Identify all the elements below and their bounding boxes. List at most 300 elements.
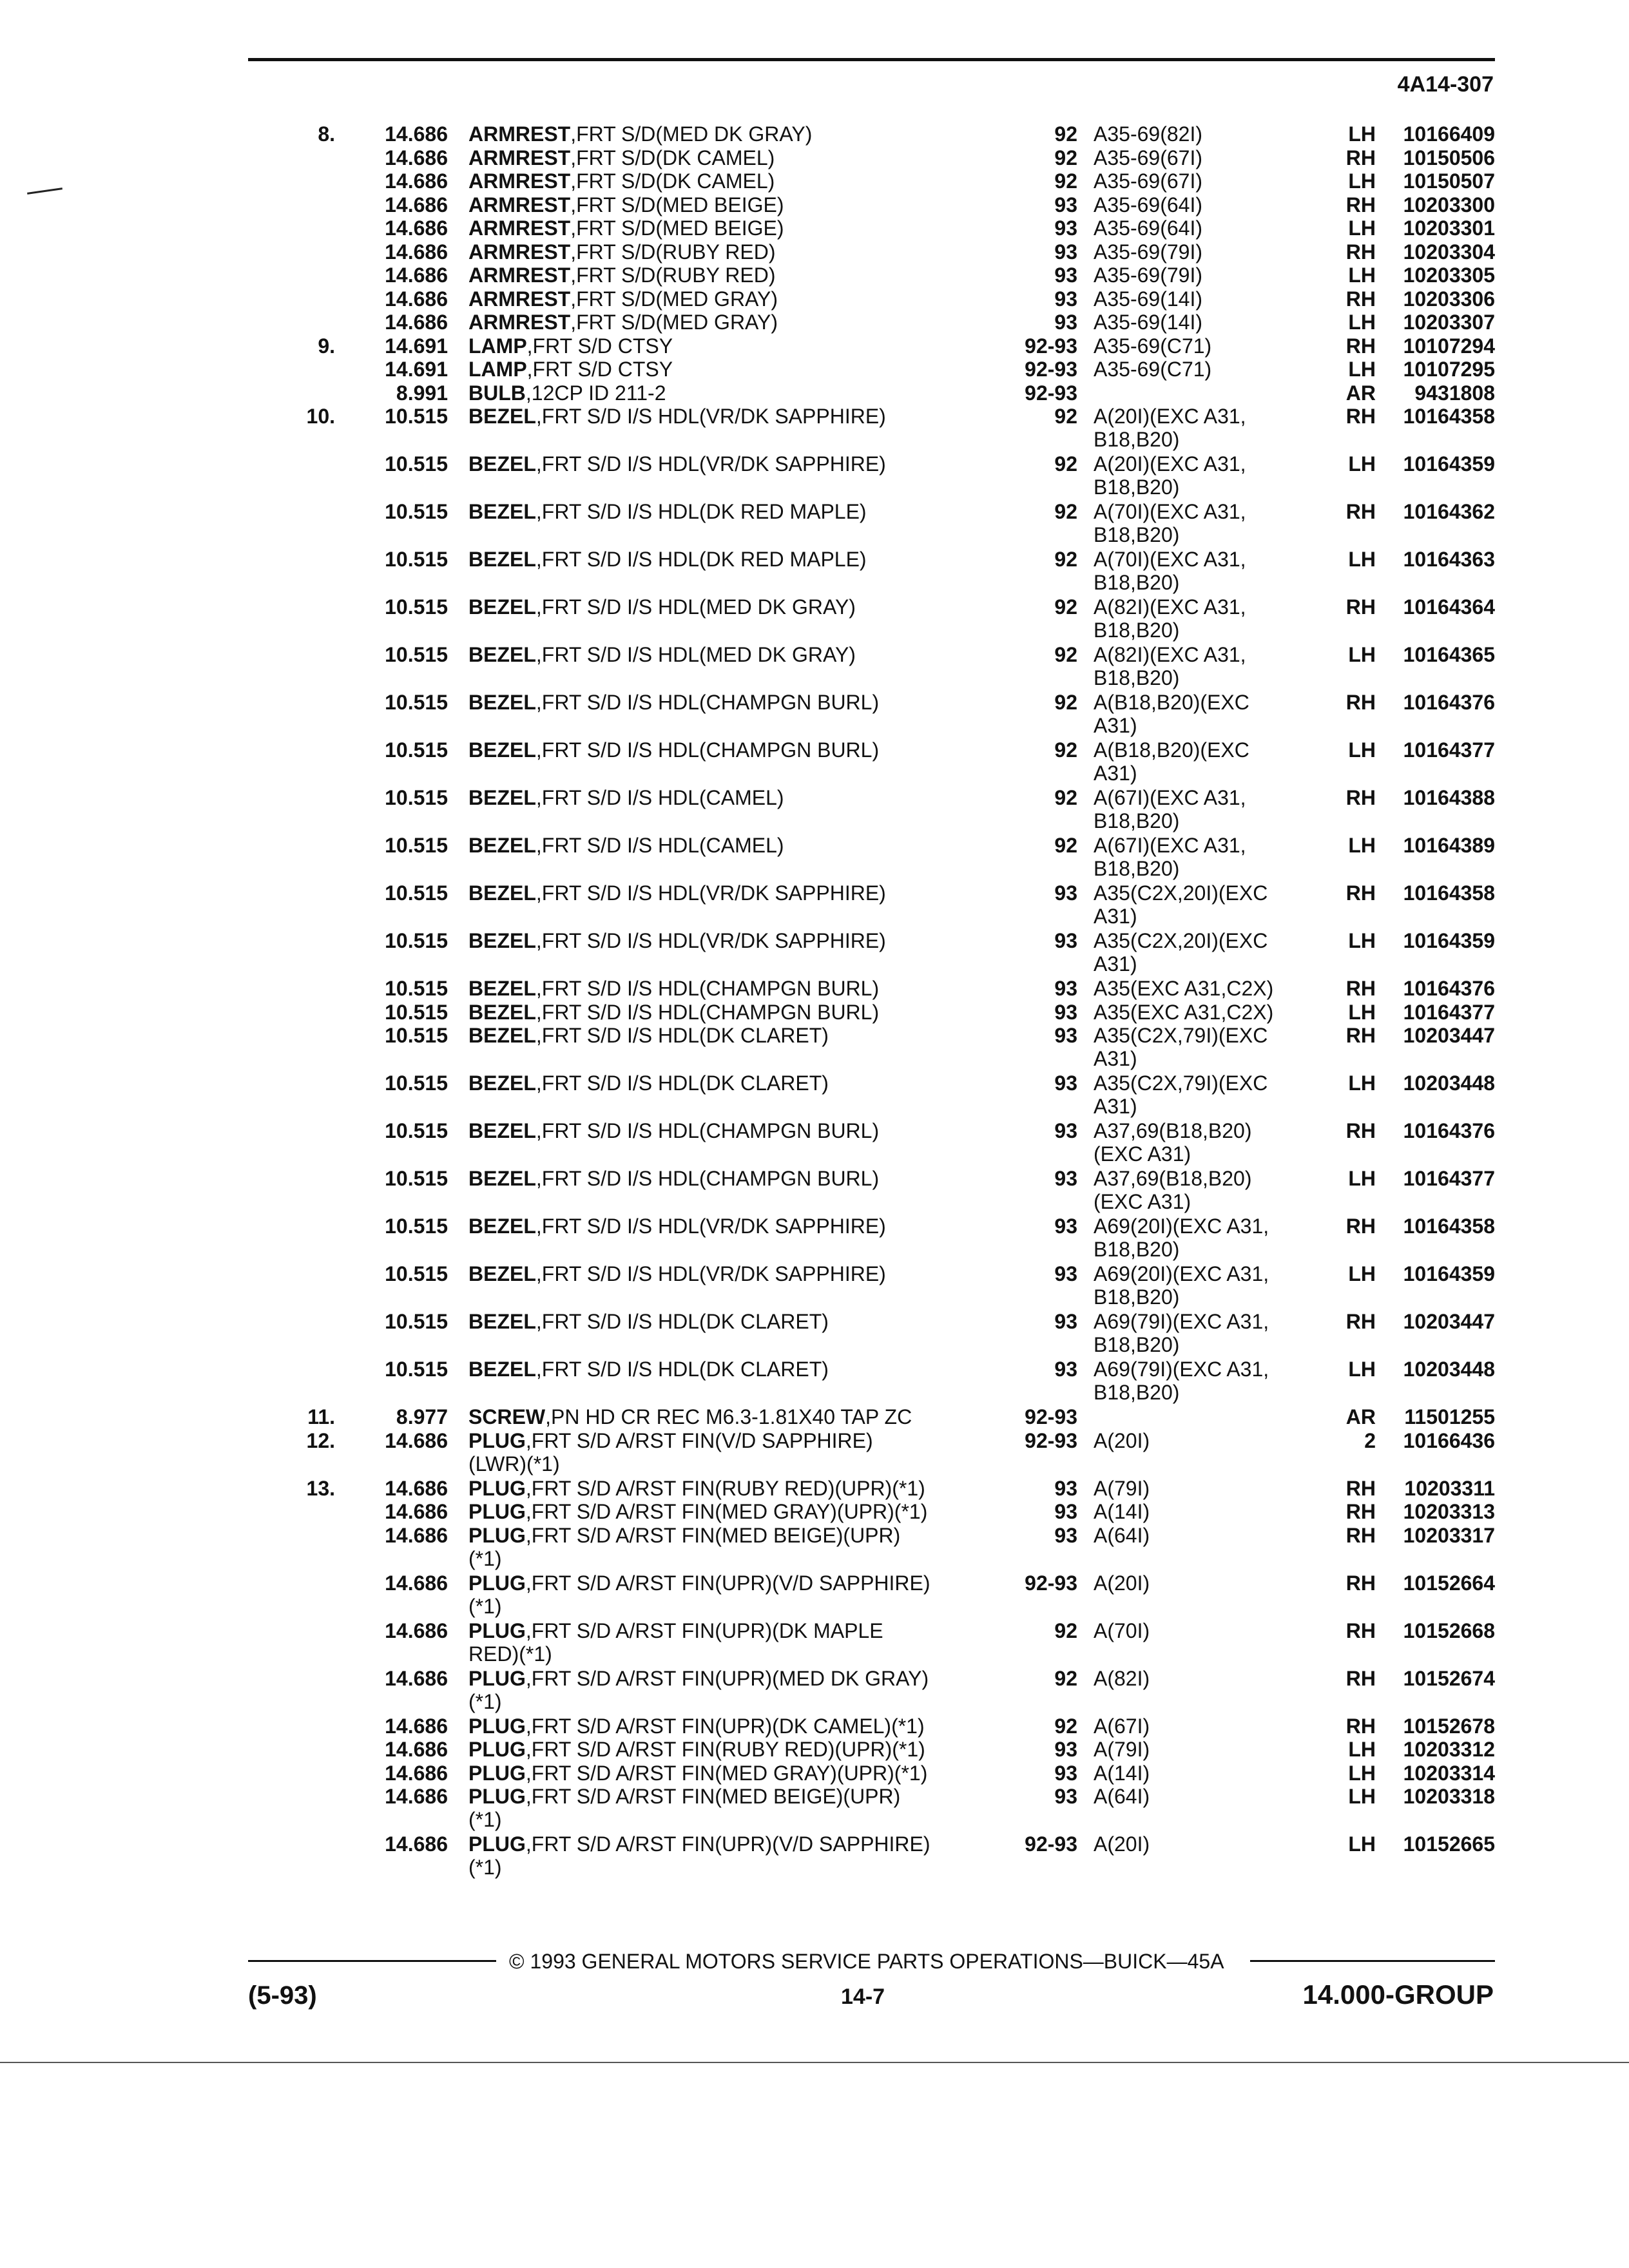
part-detail: ,FRT S/D A/RST FIN(MED BEIGE)(UPR) [525, 1523, 901, 1547]
part-description [468, 405, 1003, 428]
part-description [468, 1500, 1003, 1523]
part-number: 11501255 [1404, 1405, 1495, 1428]
part-detail: ,FRT S/D A/RST FIN(UPR)(MED DK GRAY) [525, 1666, 929, 1690]
part-name: LAMP [468, 334, 527, 358]
side-quantity: RH [1345, 1310, 1376, 1333]
group-number: 14.686 [385, 287, 448, 311]
model-code: A(14I) [1094, 1500, 1150, 1523]
model-usage [1094, 1358, 1313, 1404]
model-year: 93 [1054, 1523, 1077, 1547]
part-detail: ,FRT S/D I/S HDL(CHAMPGN BURL) [535, 738, 880, 762]
side-quantity: LH [1348, 1167, 1376, 1190]
side-quantity: LH [1348, 452, 1376, 476]
model-year: 92 [1054, 500, 1077, 523]
part-number: 10152668 [1403, 1619, 1495, 1642]
model-usage [1094, 452, 1313, 499]
model-usage [1094, 1524, 1313, 1547]
part-number: 10164358 [1403, 1215, 1495, 1238]
part-name: BEZEL [468, 834, 536, 857]
part-number: 10203313 [1403, 1500, 1495, 1523]
model-year: 92-93 [1025, 1405, 1077, 1428]
model-code: A(82I)(EXC A31, [1094, 595, 1246, 619]
group-number: 8.991 [396, 381, 448, 405]
model-code: A(67I) [1094, 1714, 1150, 1738]
part-detail: ,FRT S/D A/RST FIN(UPR)(V/D SAPPHIRE) [525, 1571, 930, 1595]
table-row [0, 1500, 1629, 1524]
part-detail: ,FRT S/D A/RST FIN(RUBY RED)(UPR)(*1) [525, 1476, 925, 1500]
model-code: A(64I) [1094, 1523, 1150, 1547]
side-quantity: LH [1348, 311, 1376, 334]
group-number: 10.515 [385, 738, 448, 762]
side-quantity: LH [1348, 1832, 1376, 1856]
part-name: BEZEL [468, 1262, 536, 1285]
part-number: 10203448 [1403, 1358, 1495, 1381]
part-detail: ,FRT S/D A/RST FIN(MED GRAY)(UPR)(*1) [525, 1500, 928, 1523]
model-year: 93 [1054, 1310, 1077, 1333]
table-row [0, 1072, 1629, 1119]
part-number: 10164376 [1403, 977, 1495, 1000]
part-name: BEZEL [468, 548, 536, 571]
model-code: A(20I)(EXC A31, [1094, 452, 1246, 476]
group-number: 10.515 [385, 1215, 448, 1238]
model-year: 92-93 [1025, 358, 1077, 381]
footer-copyright: © 1993 GENERAL MOTORS SERVICE PARTS OPERATIONS—BUICK—45A [509, 1950, 1224, 1973]
part-number: 10152674 [1403, 1666, 1495, 1690]
part-number: 10203447 [1403, 1310, 1495, 1333]
side-quantity: LH [1348, 834, 1376, 857]
model-code-continued: B18,B20) [1094, 476, 1180, 499]
part-name: BEZEL [468, 738, 536, 762]
model-code: A35-69(64I) [1094, 193, 1202, 216]
part-detail: ,FRT S/D(RUBY RED) [570, 240, 776, 264]
part-description [468, 264, 1003, 287]
part-description [468, 1262, 1003, 1285]
group-number: 14.686 [385, 264, 448, 287]
model-code: A35-69(C71) [1094, 334, 1212, 358]
model-code-continued: B18,B20) [1094, 857, 1180, 880]
part-detail: ,FRT S/D I/S HDL(VR/DK SAPPHIRE) [535, 881, 886, 905]
model-usage [1094, 1619, 1313, 1642]
part-description [468, 1310, 1003, 1333]
footer-page-number: 14-7 [841, 1984, 885, 2009]
model-usage [1094, 1500, 1313, 1523]
part-description [468, 1215, 1003, 1238]
part-detail-continued: (LWR)(*1) [468, 1452, 560, 1475]
table-row [0, 381, 1629, 405]
part-detail: ,FRT S/D CTSY [526, 358, 673, 381]
part-number: 10164362 [1403, 500, 1495, 523]
group-number: 14.686 [385, 311, 448, 334]
part-description [468, 595, 1003, 619]
model-usage [1094, 405, 1313, 451]
group-number: 14.686 [385, 146, 448, 169]
side-quantity: RH [1345, 1119, 1376, 1142]
group-number: 10.515 [385, 881, 448, 905]
table-row [0, 786, 1629, 834]
group-number: 10.515 [385, 643, 448, 666]
part-name: PLUG [468, 1785, 526, 1808]
part-description [468, 1524, 1003, 1570]
model-code: A(14I) [1094, 1761, 1150, 1785]
table-row [0, 216, 1629, 240]
page-code: 4A14-307 [1397, 72, 1494, 97]
part-description [468, 1619, 1003, 1666]
model-usage [1094, 1738, 1313, 1761]
side-quantity: LH [1348, 929, 1376, 952]
ref-number: 12. [306, 1428, 335, 1452]
table-row [0, 1762, 1629, 1785]
side-quantity: RH [1345, 500, 1376, 523]
model-year: 93 [1054, 1215, 1077, 1238]
group-number: 10.515 [385, 691, 448, 714]
model-year: 93 [1054, 1262, 1077, 1285]
model-code: A(70I)(EXC A31, [1094, 548, 1246, 571]
side-quantity: RH [1345, 405, 1376, 428]
part-number: 10164364 [1403, 595, 1495, 619]
part-detail: ,FRT S/D I/S HDL(CAMEL) [535, 786, 784, 809]
part-description [468, 643, 1003, 666]
part-number: 10164376 [1403, 1119, 1495, 1142]
part-description [468, 1785, 1003, 1831]
model-year: 92 [1054, 169, 1077, 193]
part-description [468, 287, 1003, 311]
part-detail: ,FRT S/D I/S HDL(CHAMPGN BURL) [535, 1119, 880, 1142]
model-code: A69(20I)(EXC A31, [1094, 1215, 1269, 1238]
model-year: 92 [1054, 548, 1077, 571]
model-code: A35-69(C71) [1094, 358, 1212, 381]
model-code-continued: A31) [1094, 1047, 1137, 1070]
model-year: 92 [1054, 643, 1077, 666]
parts-table [0, 122, 1629, 1880]
model-code-continued: (EXC A31) [1094, 1190, 1191, 1213]
part-name: PLUG [468, 1619, 526, 1642]
model-year: 92 [1054, 452, 1077, 476]
model-code: A35-69(14I) [1094, 287, 1202, 311]
model-code: A37,69(B18,B20) [1094, 1167, 1252, 1190]
table-row [0, 1429, 1629, 1477]
model-year: 93 [1054, 1500, 1077, 1523]
group-number: 14.686 [385, 1523, 448, 1547]
part-number: 10203448 [1403, 1072, 1495, 1095]
part-description [468, 1405, 1003, 1428]
part-description [468, 1571, 1003, 1618]
part-description [468, 834, 1003, 857]
model-year: 92-93 [1025, 1571, 1077, 1595]
model-code: A(79I) [1094, 1476, 1150, 1500]
model-usage [1094, 146, 1313, 169]
side-quantity: RH [1345, 1523, 1376, 1547]
table-row [0, 1167, 1629, 1215]
model-usage [1094, 1167, 1313, 1213]
model-usage [1094, 738, 1313, 785]
part-description [468, 1072, 1003, 1095]
table-row [0, 1001, 1629, 1024]
table-row [0, 1832, 1629, 1880]
model-usage [1094, 334, 1313, 358]
model-year: 92-93 [1025, 1428, 1077, 1452]
table-row [0, 287, 1629, 311]
model-code: A(67I)(EXC A31, [1094, 786, 1246, 809]
model-code-continued: (EXC A31) [1094, 1142, 1191, 1166]
part-name: BEZEL [468, 1024, 536, 1047]
part-description [468, 929, 1003, 952]
group-number: 10.515 [385, 834, 448, 857]
footer-group: 14.000-GROUP [1302, 1979, 1494, 2010]
part-description [468, 500, 1003, 523]
part-description [468, 311, 1003, 334]
part-detail-continued: (*1) [468, 1808, 502, 1831]
model-code-continued: B18,B20) [1094, 666, 1180, 689]
model-code: A35-69(14I) [1094, 311, 1202, 334]
side-quantity: RH [1345, 240, 1376, 264]
model-year: 93 [1054, 1119, 1077, 1142]
table-row [0, 1619, 1629, 1667]
part-name: BEZEL [468, 1167, 536, 1190]
part-name: PLUG [468, 1571, 526, 1595]
part-name: BEZEL [468, 1215, 536, 1238]
part-detail: ,FRT S/D(MED GRAY) [570, 311, 778, 334]
part-number: 10203306 [1403, 287, 1495, 311]
table-row [0, 1667, 1629, 1715]
side-quantity: RH [1345, 977, 1376, 1000]
part-detail: ,FRT S/D I/S HDL(CHAMPGN BURL) [535, 691, 880, 714]
side-quantity: LH [1348, 1072, 1376, 1095]
part-name: ARMREST [468, 122, 571, 146]
model-year: 92 [1054, 1666, 1077, 1690]
part-detail: ,FRT S/D A/RST FIN(RUBY RED)(UPR)(*1) [525, 1738, 925, 1761]
model-code-continued: A31) [1094, 952, 1137, 975]
part-description [468, 1167, 1003, 1190]
table-row [0, 834, 1629, 881]
side-quantity: RH [1345, 1619, 1376, 1642]
side-quantity: RH [1345, 287, 1376, 311]
part-detail: ,PN HD CR REC M6.3-1.81X40 TAP ZC [545, 1405, 912, 1428]
group-number: 10.515 [385, 452, 448, 476]
part-name: ARMREST [468, 287, 571, 311]
part-number: 10164388 [1403, 786, 1495, 809]
part-detail: ,FRT S/D A/RST FIN(UPR)(DK CAMEL)(*1) [525, 1714, 925, 1738]
part-number: 10164359 [1403, 929, 1495, 952]
part-detail: ,FRT S/D(MED DK GRAY) [570, 122, 813, 146]
table-row [0, 311, 1629, 334]
ref-number: 11. [307, 1405, 335, 1428]
part-description [468, 193, 1003, 216]
table-row [0, 548, 1629, 595]
part-name: SCREW [468, 1405, 546, 1428]
part-detail: ,FRT S/D(MED GRAY) [570, 287, 778, 311]
part-description [468, 1832, 1003, 1879]
side-quantity: RH [1345, 146, 1376, 169]
part-description [468, 334, 1003, 358]
group-number: 10.515 [385, 1262, 448, 1285]
group-number: 14.686 [385, 1666, 448, 1690]
group-number: 14.686 [385, 240, 448, 264]
model-usage [1094, 834, 1313, 880]
model-year: 92 [1054, 122, 1077, 146]
model-usage [1094, 240, 1313, 264]
part-description [468, 358, 1003, 381]
side-quantity: LH [1348, 1000, 1376, 1024]
top-rule [248, 58, 1495, 61]
part-detail: ,FRT S/D A/RST FIN(V/D SAPPHIRE) [525, 1428, 873, 1452]
part-name: ARMREST [468, 193, 571, 216]
part-number: 10164359 [1403, 1262, 1495, 1285]
table-row [0, 193, 1629, 217]
table-row [0, 1262, 1629, 1310]
part-detail: ,FRT S/D I/S HDL(DK CLARET) [535, 1072, 829, 1095]
part-description [468, 977, 1003, 1000]
group-number: 14.686 [385, 1738, 448, 1761]
model-year: 93 [1054, 1476, 1077, 1500]
table-row [0, 1524, 1629, 1571]
model-usage [1094, 595, 1313, 642]
part-description [468, 1119, 1003, 1142]
model-usage [1094, 691, 1313, 737]
group-number: 14.686 [385, 1714, 448, 1738]
model-usage [1094, 1715, 1313, 1738]
side-quantity: RH [1345, 1215, 1376, 1238]
model-year: 93 [1054, 193, 1077, 216]
model-usage [1094, 786, 1313, 832]
model-usage [1094, 1667, 1313, 1690]
part-number: 10203314 [1403, 1761, 1495, 1785]
table-row [0, 1024, 1629, 1072]
group-number: 14.691 [385, 334, 448, 358]
group-number: 14.686 [385, 1619, 448, 1642]
group-number: 10.515 [385, 1358, 448, 1381]
model-code: A69(20I)(EXC A31, [1094, 1262, 1269, 1285]
part-name: BEZEL [468, 691, 536, 714]
part-detail: ,FRT S/D(DK CAMEL) [570, 169, 775, 193]
ref-number: 8. [318, 122, 335, 146]
group-number: 10.515 [385, 929, 448, 952]
model-usage [1094, 881, 1313, 928]
model-code: A(20I) [1094, 1571, 1150, 1595]
part-detail: ,FRT S/D(DK CAMEL) [570, 146, 775, 169]
model-code: A(70I) [1094, 1619, 1150, 1642]
side-quantity: RH [1345, 1476, 1376, 1500]
model-code-continued: B18,B20) [1094, 1238, 1180, 1261]
model-year: 93 [1054, 1738, 1077, 1761]
part-name: PLUG [468, 1738, 526, 1761]
part-name: BEZEL [468, 1000, 536, 1024]
side-quantity: RH [1345, 595, 1376, 619]
model-code: A(82I) [1094, 1666, 1150, 1690]
ref-number: 9. [318, 334, 335, 358]
model-year: 92-93 [1025, 334, 1077, 358]
table-row [0, 169, 1629, 193]
part-name: BEZEL [468, 1119, 536, 1142]
side-quantity: LH [1348, 548, 1376, 571]
model-code-continued: B18,B20) [1094, 428, 1180, 451]
part-detail: ,FRT S/D I/S HDL(VR/DK SAPPHIRE) [535, 405, 886, 428]
part-number: 10164359 [1403, 452, 1495, 476]
part-number: 10166436 [1403, 1428, 1495, 1452]
model-usage [1094, 1024, 1313, 1070]
part-number: 10164377 [1403, 1167, 1495, 1190]
model-usage [1094, 1310, 1313, 1356]
part-number: 10107294 [1403, 334, 1495, 358]
part-description [468, 146, 1003, 169]
part-number: 10107295 [1403, 358, 1495, 381]
model-usage [1094, 1072, 1313, 1118]
model-year: 93 [1054, 1785, 1077, 1808]
model-usage [1094, 929, 1313, 975]
model-code: A35(C2X,79I)(EXC [1094, 1072, 1268, 1095]
table-row [0, 643, 1629, 691]
table-row [0, 122, 1629, 146]
part-number: 10203301 [1403, 216, 1495, 240]
model-year: 92 [1054, 834, 1077, 857]
part-number: 10164358 [1403, 881, 1495, 905]
model-usage [1094, 1119, 1313, 1166]
part-name: BEZEL [468, 929, 536, 952]
table-row [0, 929, 1629, 977]
model-code: A37,69(B18,B20) [1094, 1119, 1252, 1142]
part-name: BEZEL [468, 405, 536, 428]
part-name: PLUG [468, 1428, 526, 1452]
model-usage [1094, 169, 1313, 193]
model-code: A69(79I)(EXC A31, [1094, 1358, 1269, 1381]
model-code: A(20I) [1094, 1428, 1150, 1452]
group-number: 10.515 [385, 1167, 448, 1190]
model-year: 92-93 [1025, 1832, 1077, 1856]
model-usage [1094, 216, 1313, 240]
part-description [468, 881, 1003, 905]
model-code: A35(C2X,79I)(EXC [1094, 1024, 1268, 1047]
side-quantity: LH [1348, 1262, 1376, 1285]
part-detail: ,FRT S/D(MED BEIGE) [570, 193, 784, 216]
table-row [0, 240, 1629, 264]
part-detail: ,FRT S/D I/S HDL(MED DK GRAY) [535, 643, 856, 666]
model-year: 93 [1054, 929, 1077, 952]
part-name: ARMREST [468, 240, 571, 264]
part-detail: ,12CP ID 211-2 [525, 381, 666, 405]
table-row [0, 264, 1629, 287]
table-row [0, 738, 1629, 786]
part-number: 10152664 [1403, 1571, 1495, 1595]
part-name: BEZEL [468, 643, 536, 666]
side-quantity: LH [1348, 122, 1376, 146]
table-row [0, 1571, 1629, 1619]
part-detail-continued: (*1) [468, 1594, 502, 1618]
part-description [468, 1738, 1003, 1761]
part-number: 10164376 [1403, 691, 1495, 714]
side-quantity: LH [1348, 738, 1376, 762]
part-name: ARMREST [468, 169, 571, 193]
group-number: 14.686 [385, 1761, 448, 1785]
model-year: 93 [1054, 1000, 1077, 1024]
table-row [0, 1119, 1629, 1167]
part-detail-continued: RED)(*1) [468, 1642, 552, 1666]
model-year: 93 [1054, 311, 1077, 334]
part-detail: ,FRT S/D A/RST FIN(UPR)(DK MAPLE [525, 1619, 883, 1642]
model-code: A35-69(82I) [1094, 122, 1202, 146]
side-quantity: LH [1348, 358, 1376, 381]
table-row [0, 146, 1629, 170]
part-number: 10203311 [1404, 1476, 1495, 1500]
part-description [468, 169, 1003, 193]
part-name: BEZEL [468, 786, 536, 809]
model-usage [1094, 1762, 1313, 1785]
part-detail: ,FRT S/D I/S HDL(VR/DK SAPPHIRE) [535, 452, 886, 476]
side-quantity: LH [1348, 643, 1376, 666]
part-description [468, 1667, 1003, 1713]
part-description [468, 1001, 1003, 1024]
model-usage [1094, 1832, 1313, 1856]
part-description [468, 786, 1003, 809]
group-number: 10.515 [385, 1000, 448, 1024]
